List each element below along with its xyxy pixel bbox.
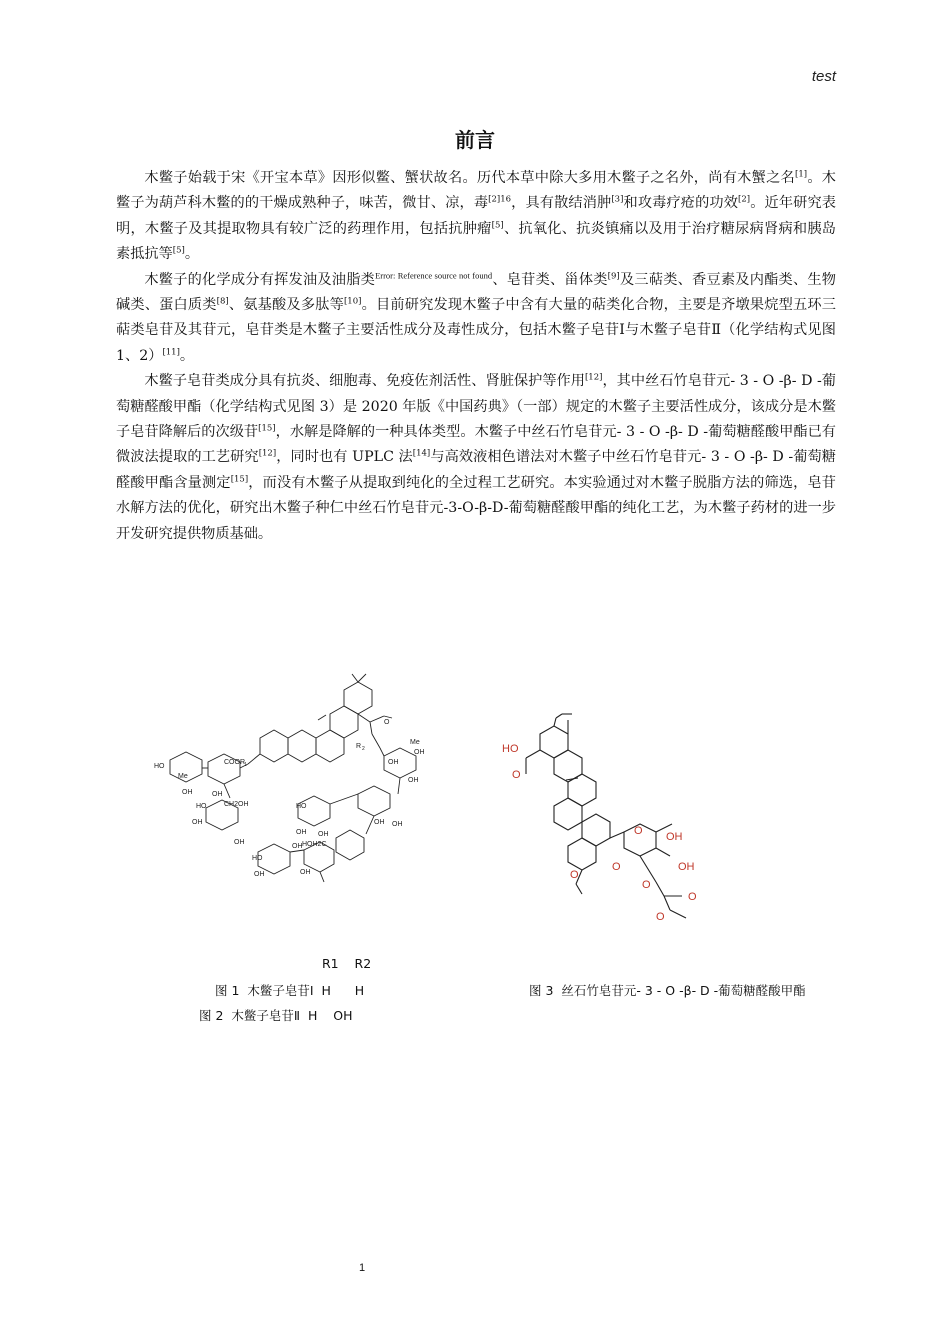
- svg-text:Me: Me: [178, 773, 188, 780]
- citation: [5]: [491, 220, 504, 231]
- citation: [15]: [230, 474, 249, 485]
- svg-text:OH: OH: [254, 871, 265, 878]
- svg-text:OH: OH: [414, 749, 425, 756]
- svg-text:OH: OH: [408, 777, 419, 784]
- svg-text:O: O: [384, 719, 390, 726]
- figure-3-caption: 图 3 丝石竹皂苷元- 3 - O -β- D -葡萄糖醛酸甲酯: [529, 983, 806, 998]
- paragraph-3: 木鳖子皂苷类成分具有抗炎、细胞毒、免疫佐剂活性、肾脏保护等作用[12]，其中丝石竹皂苷元- 3 - O -β- D -葡萄糖醛酸甲酯（化学结构式见图 3）是 2020 年版《中国药典》（一部）规定的木鳖子主要活性成分，该成分是木鳖子皂苷降解后的次级苷[15]，水解是降解的一种具体类型。木鳖子中丝石竹皂苷元- 3 - O -β- D -葡萄糖醛酸甲酯已有微波法提取的工艺研究[12]，同时也有 UPLC 法[14]与高效液相色谱法对木鳖子中丝石竹皂苷元- 3 - O -β- D -葡萄糖醛酸甲酯含量测定[15]，而没有木鳖子从提取到纯化的全过程工艺研究。本实验通过对木鳖子脱脂方法的筛选，皂苷水解方法的优化，研究出木鳖子种仁中丝石竹皂苷元-3-O-β-D-葡萄糖醛酸甲酯的纯化工艺，为木鳖子药材的进一步开发研究提供物质基础。: [116, 372, 836, 542]
- citation: [8]: [216, 296, 229, 307]
- svg-text:HO: HO: [196, 803, 207, 810]
- svg-text:OH: OH: [292, 843, 303, 850]
- reference-error: Error: Reference source not found: [375, 269, 493, 280]
- svg-text:O: O: [656, 911, 665, 923]
- substituent-header: R1 R2: [322, 956, 372, 971]
- svg-text:O: O: [634, 825, 643, 837]
- page-title: 前言: [455, 128, 495, 152]
- svg-text:OH: OH: [374, 819, 385, 826]
- svg-text:OH: OH: [300, 869, 311, 876]
- svg-text:HOH2C: HOH2C: [302, 841, 327, 848]
- svg-text:O: O: [642, 879, 651, 891]
- svg-text:O: O: [570, 869, 579, 881]
- svg-text:2: 2: [362, 746, 365, 752]
- paragraph-1: 木鳖子始载于宋《开宝本草》因形似鳖、蟹状故名。历代本草中除大多用木鳖子之名外，尚有木蟹之名[1]。木鳖子为葫芦科木鳖的的干燥成熟种子，味苦，微甘、凉，毒$^{[2]16}$，具有散结消肿[3]和攻毒疗疮的功效[2]。近年研究表明，木鳖子及其提取物具有较广泛的药理作用，包括抗肿瘤[5]、抗氧化、抗炎镇痛以及用于治疗糖尿病肾病和胰岛素抵抗等[5]。: [116, 169, 836, 263]
- svg-text:O: O: [612, 861, 621, 873]
- saponin-structure-figure: [152, 672, 438, 888]
- svg-text:HO: HO: [502, 743, 519, 755]
- header-note: test: [811, 68, 836, 85]
- svg-text:CH2OH: CH2OH: [224, 801, 249, 808]
- svg-text:OH: OH: [392, 821, 403, 828]
- svg-text:OH: OH: [678, 861, 695, 873]
- citation: [10]: [343, 296, 362, 307]
- svg-text:HO: HO: [252, 855, 263, 862]
- citation: [5]: [172, 245, 185, 256]
- svg-text:OH: OH: [192, 819, 203, 826]
- citation: [15]: [258, 423, 276, 434]
- svg-text:HO: HO: [296, 803, 307, 810]
- svg-text:OH: OH: [388, 759, 399, 766]
- svg-text:1: 1: [244, 762, 247, 768]
- svg-text:OH: OH: [296, 829, 307, 836]
- citation: [11]: [162, 347, 180, 358]
- paragraph-2: 木鳖子的化学成分有挥发油及油脂类$^{Error: Reference source not found}$、皂苷类、甾体类[9]及三萜类、香豆素及内酯类、生物碱类、蛋白质类[8]、氨基酸及多肽等[10]。目前研究发现木鳖子中含有大量的萜类化合物，主要是齐墩果烷型五环三萜类皂苷及其苷元，皂苷类是木鳖子主要活性成分及毒性成分，包括木鳖子皂苷Ⅰ与木鳖子皂苷Ⅱ（化学结构式见图 1、2）[11]。: [116, 269, 836, 364]
- svg-text:R: R: [356, 743, 362, 750]
- svg-text:OH: OH: [182, 789, 193, 796]
- svg-text:OH: OH: [212, 791, 223, 798]
- svg-text:O: O: [512, 769, 521, 781]
- svg-text:Me: Me: [410, 739, 420, 746]
- citation: [2]16: [488, 194, 512, 205]
- citation: [1]: [795, 169, 808, 180]
- citation: [3]: [611, 194, 624, 205]
- svg-text:OH: OH: [318, 831, 329, 838]
- citation: [14]: [412, 448, 431, 459]
- svg-text:COOR: COOR: [224, 759, 245, 766]
- body-text: [116, 166, 836, 547]
- figure-2-caption: 图 2 木鳖子皂苷Ⅱ H OH: [199, 1008, 353, 1023]
- svg-text:OH: OH: [234, 839, 245, 846]
- svg-text:O: O: [688, 891, 697, 903]
- page-number: 1: [359, 1262, 366, 1274]
- citation: [2]: [738, 194, 751, 205]
- citation: [12]: [258, 448, 277, 459]
- gypsogenin-structure-figure: [500, 700, 718, 932]
- svg-text:HO: HO: [154, 763, 165, 770]
- citation: [12]: [584, 372, 603, 383]
- figure-1-caption: 图 1 木鳖子皂苷Ⅰ H H: [215, 983, 365, 998]
- svg-text:OH: OH: [666, 831, 683, 843]
- citation: [9]: [607, 270, 620, 281]
